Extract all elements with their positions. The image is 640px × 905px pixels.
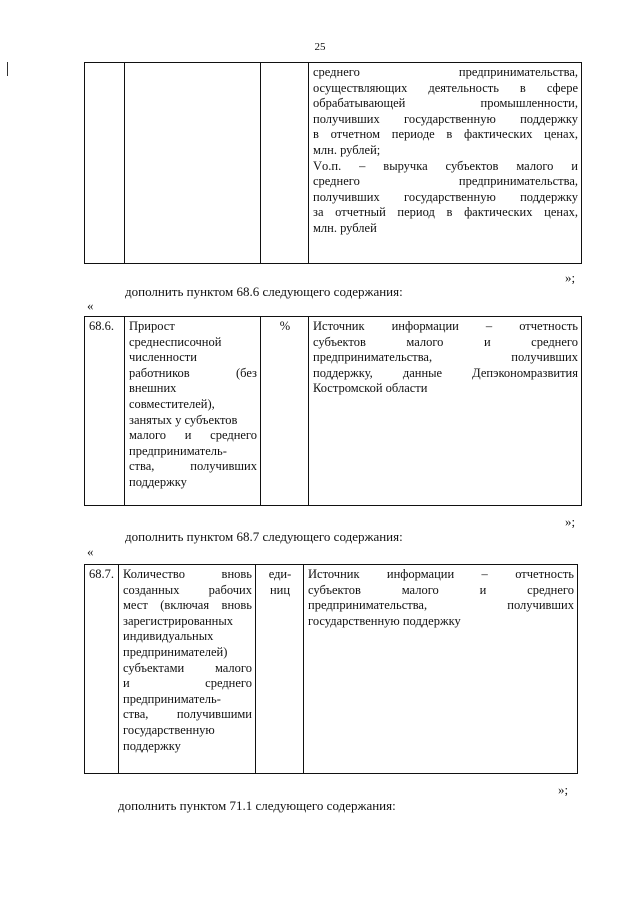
- table-row: [85, 63, 582, 264]
- page-number: 25: [314, 41, 326, 53]
- cell-number: [85, 63, 125, 264]
- name-line: среднесписочной: [129, 334, 222, 349]
- source-line: Источник информации – отчетность: [308, 567, 574, 581]
- desc-line: среднего предпринимательства,: [313, 65, 578, 79]
- instruction-71-1: дополнить пунктом 71.1 следующего содержания:: [118, 798, 396, 813]
- source-line: поддержку, данные Депэкономразвития: [313, 365, 578, 380]
- desc-line: получивших государственную поддержку: [313, 189, 578, 204]
- source-line: государственную поддержку: [308, 613, 461, 628]
- cell-number: 68.6.: [85, 317, 125, 506]
- cell-name: [119, 565, 256, 774]
- name-line: мест (включая вновь: [123, 598, 252, 613]
- name-line: ства, получивших: [129, 459, 257, 474]
- closing-quote: »;: [558, 782, 569, 797]
- desc-line: млн. рублей;: [313, 142, 381, 157]
- opening-quote: «: [87, 544, 94, 559]
- cell-description: [309, 63, 582, 264]
- table-row: [85, 317, 582, 506]
- name-line: и среднего: [123, 676, 252, 691]
- table-68-6: [84, 316, 582, 506]
- instruction-68-6: дополнить пунктом 68.6 следующего содержания:: [125, 284, 403, 299]
- desc-line: в отчетном периоде в фактических ценах,: [313, 127, 578, 142]
- name-line: государственную: [123, 722, 215, 737]
- name-line: созданных рабочих: [123, 582, 252, 597]
- closing-quote: »;: [565, 514, 576, 529]
- name-line: занятых у субъектов: [129, 412, 238, 427]
- name-line: предприниматель-: [123, 691, 221, 706]
- cell-unit: [261, 63, 309, 264]
- name-line: индивидуальных: [123, 629, 214, 644]
- cell-unit: [256, 565, 304, 774]
- unit-line: ниц: [269, 582, 291, 597]
- name-line: малого и среднего: [129, 428, 257, 443]
- name-line: совместителей),: [129, 396, 215, 411]
- source-line: субъектов малого и среднего: [313, 334, 578, 349]
- name-line: субъектами малого: [123, 660, 252, 675]
- table-68-7: [84, 564, 578, 774]
- cell-number: 68.7.: [85, 565, 119, 774]
- cell-name: [125, 63, 261, 264]
- source-line: Источник информации – отчетность: [313, 319, 578, 333]
- source-line: предпринимательства, получивших: [313, 350, 578, 365]
- opening-quote: «: [87, 298, 94, 313]
- name-line: предпринимателей): [123, 644, 228, 659]
- name-line: работников (без: [129, 365, 257, 380]
- desc-line: осуществляющих деятельность в сфере: [313, 80, 578, 95]
- desc-line: Vо.п. – выручка субъектов малого и: [313, 158, 578, 173]
- cell-name: [125, 317, 261, 506]
- name-line: внешних: [129, 381, 177, 396]
- name-line: предприниматель-: [129, 443, 227, 458]
- name-line: поддержку: [123, 738, 181, 753]
- desc-line: млн. рублей: [313, 220, 377, 235]
- source-line: субъектов малого и среднего: [308, 582, 574, 597]
- margin-mark: [7, 62, 8, 76]
- cell-unit: %: [261, 317, 309, 506]
- name-line: численности: [129, 350, 197, 365]
- desc-line: за отчетный период в фактических ценах,: [313, 205, 578, 220]
- unit-line: еди-: [268, 567, 292, 581]
- name-line: Количество вновь: [123, 567, 252, 581]
- desc-line: среднего предпринимательства,: [313, 174, 578, 189]
- cell-source: [309, 317, 582, 506]
- name-line: зарегистрированных: [123, 613, 234, 628]
- source-line: предпринимательства, получивших: [308, 598, 574, 613]
- name-line: поддержку: [129, 474, 187, 489]
- source-line: Костромской области: [313, 381, 428, 396]
- table-continuation: [84, 62, 582, 264]
- closing-quote: »;: [565, 270, 576, 285]
- table-row: [85, 565, 578, 774]
- desc-line: обрабатывающей промышленности,: [313, 96, 578, 111]
- instruction-68-7: дополнить пунктом 68.7 следующего содержания:: [125, 529, 403, 544]
- cell-source: [304, 565, 578, 774]
- name-line: Прирост: [129, 319, 175, 333]
- name-line: ства, получившими: [123, 707, 252, 722]
- desc-line: получивших государственную поддержку: [313, 111, 578, 126]
